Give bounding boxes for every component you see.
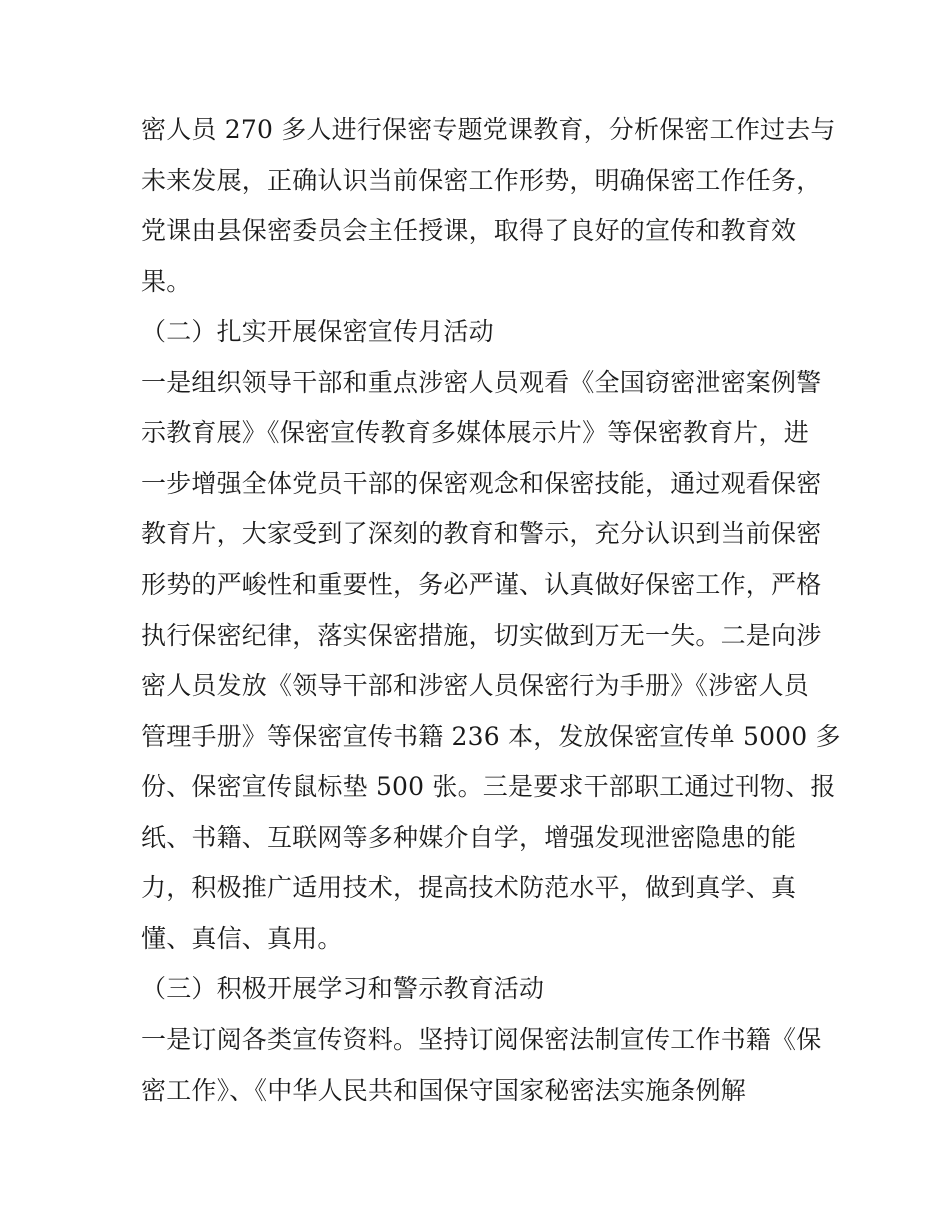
text-line: 力，积极推广适用技术，提高技术防范水平，做到真学、真 xyxy=(141,873,797,902)
text-line: 懂、真信、真用。 xyxy=(141,924,343,953)
section-heading: （三）积极开展学习和警示教育活动 xyxy=(141,974,545,1003)
text-line: 形势的严峻性和重要性，务必严谨、认真做好保密工作，严格 xyxy=(141,570,822,599)
text-line: 果。 xyxy=(141,267,192,296)
text-line: 一是订阅各类宣传资料。坚持订阅保密法制宣传工作书籍《保 xyxy=(141,1025,822,1054)
text-line: 密工作》、《中华人民共和国保守国家秘密法实施条例解 xyxy=(141,1076,747,1105)
text-line: 一是组织领导干部和重点涉密人员观看《全国窃密泄密案例警 xyxy=(141,368,822,397)
text-line: 密人员 270 多人进行保密专题党课教育，分析保密工作过去与 xyxy=(141,115,836,144)
text-line: 管理手册》等保密宣传书籍 236 本，发放保密宣传单 5000 多 xyxy=(141,722,841,751)
section-heading: （二）扎实开展保密宣传月活动 xyxy=(141,317,494,346)
text-line: 纸、书籍、互联网等多种媒介自学，增强发现泄密隐患的能 xyxy=(141,823,797,852)
text-line: 教育片，大家受到了深刻的教育和警示，充分认识到当前保密 xyxy=(141,519,822,548)
text-line: 示教育展》《保密宣传教育多媒体展示片》等保密教育片，进 xyxy=(141,418,809,447)
text-line: 一步增强全体党员干部的保密观念和保密技能，通过观看保密 xyxy=(141,469,822,498)
text-line: 份、保密宣传鼠标垫 500 张。三是要求干部职工通过刊物、报 xyxy=(141,772,836,801)
text-line: 密人员发放《领导干部和涉密人员保密行为手册》《涉密人员 xyxy=(141,671,809,700)
text-line: 党课由县保密委员会主任授课，取得了良好的宣传和教育效 xyxy=(141,216,797,245)
text-line: 未来发展，正确认识当前保密工作形势，明确保密工作任务， xyxy=(141,166,822,195)
text-line: 执行保密纪律，落实保密措施，切实做到万无一失。二是向涉 xyxy=(141,621,822,650)
